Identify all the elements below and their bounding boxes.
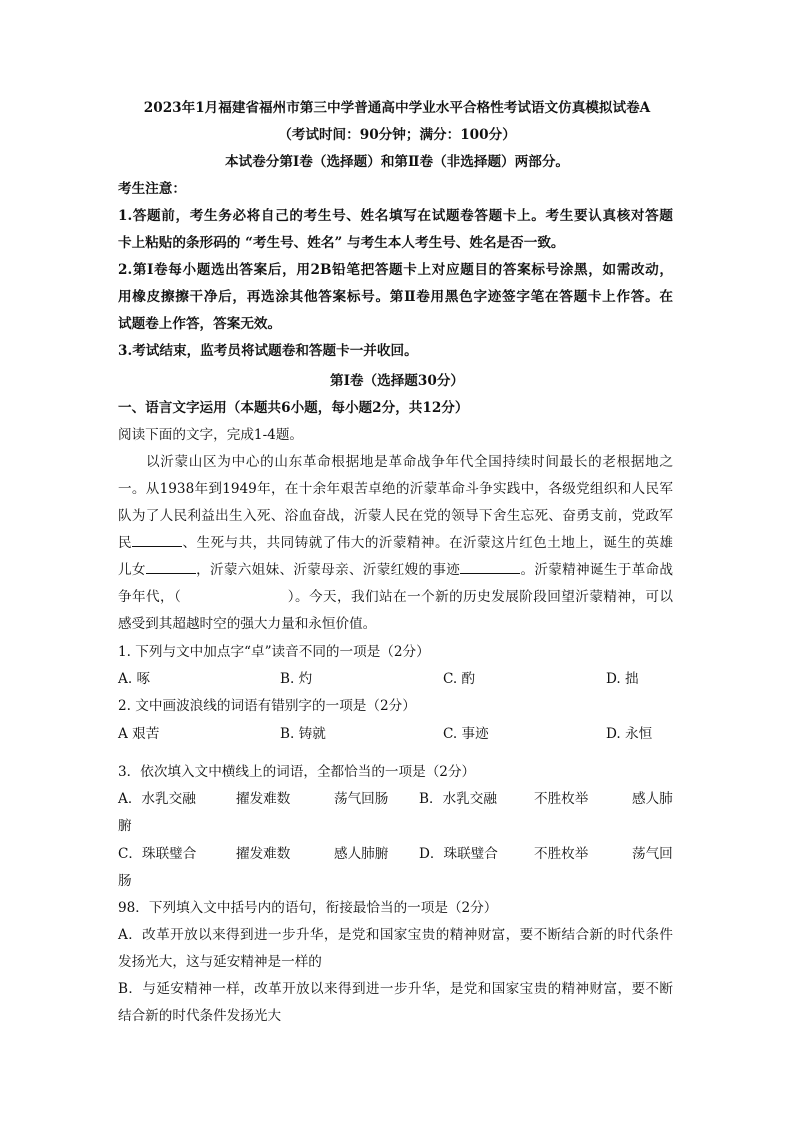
q3-option-word: 感人肺: [632, 791, 673, 807]
q3-option-word: 擢发难数: [236, 791, 291, 807]
q3-option-word: 擢发难数: [236, 846, 291, 862]
fill-blank: [146, 561, 196, 574]
passage-text: ）。今天，我们站在一个新的历史发展阶段回望沂蒙精神，可以: [287, 589, 673, 605]
notice-line: 卡上粘贴的条形码的 “考生号、姓名” 与考生本人考生号、姓名是否一致。: [118, 235, 565, 251]
passage-line: 以沂蒙山区为中心的山东革命根据地是革命战争年代全国持续时间最长的老根据地之: [146, 454, 673, 470]
notice-line: 1.答题前，考生务必将自己的考生号、姓名填写在试题卷答题卡上。考生要认真核对答题: [118, 208, 673, 224]
passage-line: 一。从1938年到1949年，在十余年艰苦卓绝的沂蒙革命斗争实践中，各级党组织和人民军: [118, 481, 673, 497]
q3-option-word: 荡气回: [632, 846, 673, 862]
q1-option-b: B. 灼: [280, 671, 313, 687]
q4-option-a: A．改革开放以来得到进一步升华，是党和国家宝贵的精神财富，要不断结合新的时代条件: [118, 927, 673, 943]
q3-option-word: 荡气回肠: [334, 791, 389, 807]
q3-option-b: B．水乳交融: [419, 791, 497, 807]
notice-heading: 考生注意：: [118, 181, 186, 197]
passage-text: 。沂蒙精神诞生于革命战: [520, 562, 674, 578]
passage-line: [118, 531, 673, 551]
question-4-stem: 98．下列填入文中括号内的语句，衔接最恰当的一项是（2分）: [118, 900, 498, 916]
passage-text: 民: [118, 535, 133, 551]
notice-line: 3.考试结束，监考员将试题卷和答题卡一并收回。: [118, 343, 418, 359]
notice-line: 试题卷上作答，答案无效。: [118, 316, 282, 332]
q3-option-word: 感人肺腑: [334, 846, 389, 862]
question-2-stem: 2. 文中画波浪线的词语有错别字的一项是（2分）: [118, 698, 416, 714]
q2-option-a: A 艰苦: [118, 726, 160, 742]
passage-text: ，沂蒙六姐妹、沂蒙母亲、沂蒙红嫂的事迹: [195, 562, 461, 578]
q4-option-b-cont: 结合新的时代条件发扬光大: [118, 1008, 282, 1024]
q1-option-d: D. 拙: [606, 671, 639, 687]
exam-composition: 本试卷分第Ⅰ卷（选择题）和第Ⅱ卷（非选择题）两部分。: [224, 154, 570, 170]
passage-line: [118, 558, 673, 578]
exam-subtitle: （考试时间：90分钟；满分：100分）: [278, 127, 516, 143]
fill-blank: [460, 561, 520, 574]
part1-title: 第Ⅰ卷（选择题30分）: [329, 373, 465, 389]
q4-option-b: B．与延安精神一样，改革开放以来得到进一步升华，是党和国家宝贵的精神财富，要不断: [118, 981, 673, 997]
q3-option-c: C．珠联璧合: [118, 846, 197, 862]
passage-text: 、生死与共，共同铸就了伟大的沂蒙精神。在沂蒙这片红色土地上，诞生的英雄: [182, 535, 674, 551]
passage-text: 争年代，（: [118, 589, 182, 605]
q2-option-c: C. 事迹: [443, 726, 489, 742]
q1-option-a: A. 啄: [118, 671, 151, 687]
q2-option-d: D. 永恒: [606, 726, 653, 742]
q1-option-c: C. 酌: [443, 671, 476, 687]
q3-option-d: D．珠联璧合: [419, 846, 498, 862]
passage-line: [118, 585, 673, 605]
q3-option-a: A．水乳交融: [118, 791, 196, 807]
q2-option-b: B. 铸就: [280, 726, 326, 742]
section1-heading: 一、语言文字运用（本题共6小题，每小题2分，共12分）: [118, 400, 469, 416]
section1-instruction: 阅读下面的文字，完成1-4题。: [118, 427, 304, 443]
passage-line: 感受到其超越时空的强大力量和永恒价值。: [118, 616, 377, 632]
notice-line: 用橡皮擦擦干净后，再选涂其他答案标号。第Ⅱ卷用黑色字迹签字笔在答题卡上作答。在: [118, 289, 673, 305]
fill-blank: [132, 534, 182, 547]
exam-title: 2023年1月福建省福州市第三中学普通高中学业水平合格性考试语文仿真模拟试卷A: [143, 100, 651, 116]
q4-option-a-cont: 发扬光大，这与延安精神是一样的: [118, 954, 322, 970]
notice-line: 2.第Ⅰ卷每小题选出答案后，用2B铅笔把答题卡上对应题目的答案标号涂黑，如需改动，: [118, 262, 673, 278]
q3-option-cont: 腑: [118, 818, 132, 834]
q3-option-cont: 肠: [118, 873, 132, 889]
q3-option-word: 不胜枚举: [534, 791, 589, 807]
passage-text: 儿女: [118, 562, 146, 578]
passage-line: 队为了人民利益出生入死、浴血奋战，沂蒙人民在党的领导下舍生忘死、奋勇支前，党政军: [118, 508, 673, 524]
question-3-stem: 3．依次填入文中横线上的词语，全都恰当的一项是（2分）: [118, 764, 476, 780]
q3-option-word: 不胜枚举: [534, 846, 589, 862]
question-1-stem: 1. 下列与文中加点字“卓”读音不同的一项是（2分）: [118, 644, 430, 660]
